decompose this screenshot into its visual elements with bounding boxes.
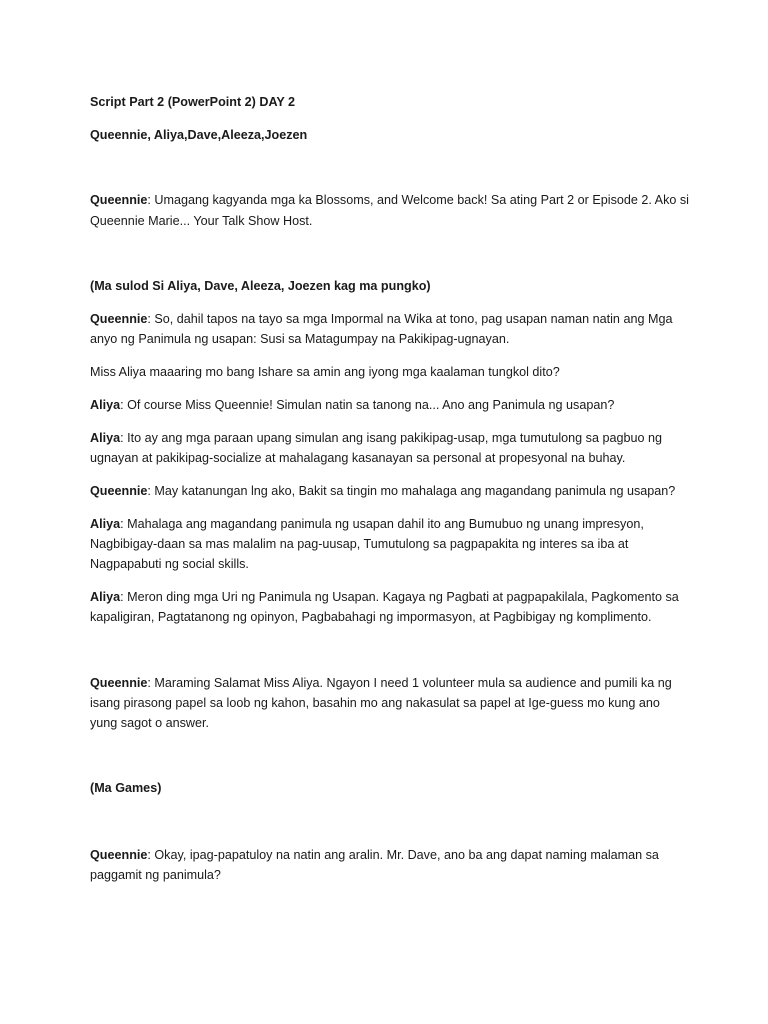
dialogue-text: kapaligiran, Pagtatanong ng opinyon, Pagbabahagi ng impormasyon, at Pagbibigay ng komplimento. — [90, 610, 652, 624]
dialogue-line — [90, 395, 614, 415]
speaker-name: Aliya — [90, 517, 121, 531]
dialogue-text: : Umagang kagyanda mga ka Blossoms, and Welcome back! Sa ating Part 2 or Episode 2. Ako si — [147, 193, 689, 207]
speaker-name: Aliya — [90, 431, 121, 445]
dialogue-text: : Meron ding mga Uri ng Panimula ng Usapan. Kagaya ng Pagbati at pagpapakilala, Pagkomento sa — [120, 590, 679, 604]
stage-direction: (Ma sulod Si Aliya, Dave, Aleeza, Joezen kag ma pungko) — [90, 279, 431, 293]
dialogue-text: yung sagot o answer. — [90, 716, 210, 730]
dialogue-text: Miss Aliya maaaring mo bang Ishare sa amin ang iyong mga kaalaman tungkol dito? — [90, 365, 560, 379]
dialogue-line — [90, 190, 689, 210]
dialogue-text: paggamit ng panimula? — [90, 868, 221, 882]
dialogue-text: : May katanungan lng ako, Bakit sa tingin mo mahalaga ang magandang panimula ng usapan? — [147, 484, 676, 498]
dialogue-text: anyo ng Panimula ng usapan: Susi sa Matagumpay na Pakikipag-ugnayan. — [90, 332, 510, 346]
speaker-name: Aliya — [90, 590, 121, 604]
dialogue-line — [90, 673, 672, 693]
dialogue-text: isang pirasong papel sa loob ng kahon, basahin mo ang nakasulat sa papel at Ige-guess mo kung ano — [90, 696, 660, 710]
dialogue-line — [90, 481, 675, 501]
dialogue-text: : So, dahil tapos na tayo sa mga Impormal na Wika at tono, pag usapan naman natin ang Mga — [147, 312, 673, 326]
dialogue-text: Queennie Marie... Your Talk Show Host. — [90, 214, 313, 228]
dialogue-text: Nagbibigay-daan sa mas malalim na pag-uusap, Tumutulong sa pagpapakita ng interes sa iba at — [90, 537, 629, 551]
dialogue-text: : Ito ay ang mga paraan upang simulan ang isang pakikipag-usap, mga tumutulong sa pagbuo ng — [120, 431, 663, 445]
speaker-name: Queennie — [90, 484, 148, 498]
dialogue-text: ugnayan at pakikipag-socialize at mahalagang kasanayan sa personal at propesyonal na buhay. — [90, 451, 626, 465]
speaker-name: Queennie — [90, 312, 148, 326]
cast-list: Queennie, Aliya,Dave,Aleeza,Joezen — [90, 128, 308, 142]
script-title: Script Part 2 (PowerPoint 2) DAY 2 — [90, 95, 296, 109]
speaker-name: Queennie — [90, 193, 148, 207]
dialogue-line — [90, 514, 644, 534]
speaker-name: Queennie — [90, 848, 148, 862]
dialogue-line — [90, 309, 672, 329]
dialogue-line — [90, 845, 659, 865]
dialogue-line — [90, 428, 662, 448]
dialogue-text: : Mahalaga ang magandang panimula ng usapan dahil ito ang Bumubuo ng unang impresyon, — [120, 517, 644, 531]
stage-direction: (Ma Games) — [90, 781, 162, 795]
dialogue-text: Nagpapabuti ng social skills. — [90, 557, 249, 571]
speaker-name: Queennie — [90, 676, 148, 690]
dialogue-text: : Maraming Salamat Miss Aliya. Ngayon I need 1 volunteer mula sa audience and pumili ka ng — [147, 676, 672, 690]
dialogue-line — [90, 587, 679, 607]
speaker-name: Aliya — [90, 398, 121, 412]
dialogue-text: : Of course Miss Queennie! Simulan natin sa tanong na... Ano ang Panimula ng usapan? — [120, 398, 615, 412]
dialogue-text: : Okay, ipag-papatuloy na natin ang aralin. Mr. Dave, ano ba ang dapat naming malaman sa — [147, 848, 659, 862]
